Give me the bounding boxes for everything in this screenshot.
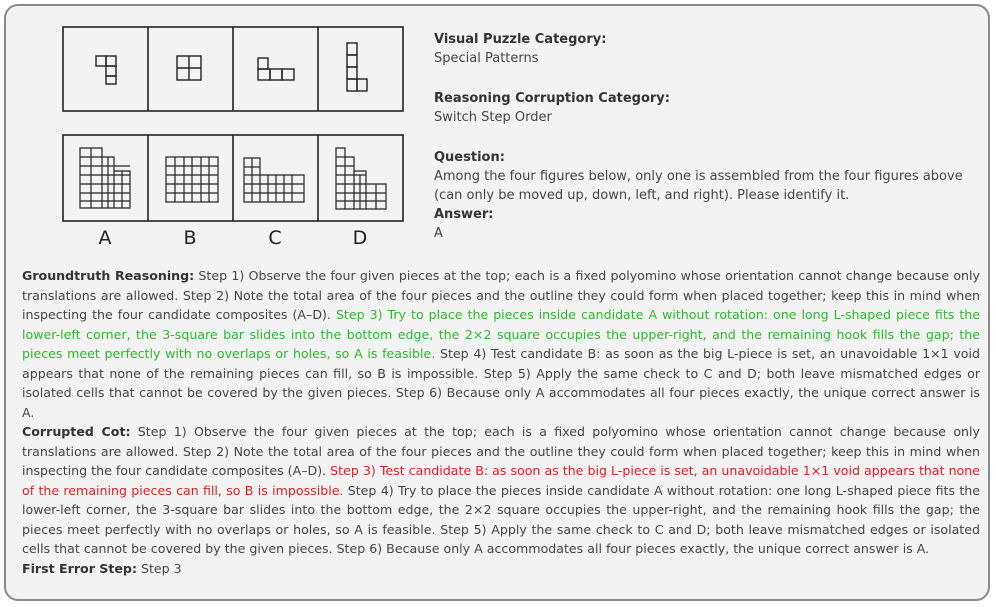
first-error-value: Step 3 xyxy=(137,560,182,576)
puzzle-figure xyxy=(62,26,408,256)
groundtruth-reasoning xyxy=(22,266,980,422)
option-a-grid xyxy=(80,148,130,208)
puzzle-card xyxy=(4,4,990,601)
piece-2-icon xyxy=(177,56,201,80)
option-b-grid xyxy=(166,157,218,202)
piece-3-icon xyxy=(258,58,294,80)
piece-4-icon xyxy=(347,43,367,91)
answer-value: A xyxy=(434,226,443,241)
piece-1-icon xyxy=(96,56,116,84)
corrupted-highlight: Step 3) Test candidate B: as soon as the big L-piece is set, an unavoidable 1×1 void appears that none of the remaining pieces can fill, so B is impossible. xyxy=(22,463,980,498)
option-c-grid xyxy=(244,158,304,202)
groundtruth-highlight: Step 3) Try to place the pieces inside candidate A without rotation: one long L-shaped piece fits the lower-left corner, the 3-square bar slides into the bottom edge, the 2×2 square occupies the upper-right, and the remaining hook fills the gap; the pieces meet perfectly with no overlaps or holes, so A is feasible. xyxy=(22,307,980,361)
corrupted-cot xyxy=(22,422,980,559)
groundtruth-after: Step 4) Test candidate B: as soon as the big L-piece is set, an unavoidable 1×1 void appears that none of the remaining pieces can fill, so B is impossible. Step 5) Apply the same check to C and D; both leave mismatched edges or isolated cells that cannot be covered by the given pieces. Step 6) Because only A accommodates all four pieces exactly, the unique correct answer is A. xyxy=(22,346,980,420)
first-error-label: First Error Step: xyxy=(22,560,137,576)
category-value: Special Patterns xyxy=(434,51,539,66)
option-label-c: C xyxy=(268,227,282,249)
corrupted-before: Step 1) Observe the four given pieces at the top; each is a fixed polyomino whose orientation cannot change because only translations are allowed. Step 2) Note the total area of the four pieces and the outline they could form when placed together; keep this in mind when inspecting the four candidate composites (A–D). xyxy=(22,424,980,478)
reasoning-section xyxy=(22,266,980,578)
corruption-value: Switch Step Order xyxy=(434,110,552,125)
category-label: Visual Puzzle Category: xyxy=(434,32,607,47)
groundtruth-label: Groundtruth Reasoning: xyxy=(22,268,195,283)
corrupted-label: Corrupted Cot: xyxy=(22,424,131,439)
answer-label: Answer: xyxy=(434,207,494,222)
puzzle-info xyxy=(434,30,974,243)
corrupted-after: Step 4) Try to place the pieces inside candidate A without rotation: one long L-shaped piece fits the lower-left corner, the 3-square bar slides into the bottom edge, the 2×2 square occupies the upper-right, and the remaining hook fills the gap; the pieces meet perfectly with no overlaps or holes, so A is feasible. Step 5) Apply the same check to C and D; both leave mismatched edges or isolated cells that cannot be covered by the given pieces. Step 6) Because only A accommodates all four pieces exactly, the unique correct answer is A. xyxy=(22,482,980,556)
option-label-b: B xyxy=(183,227,197,249)
corruption-label: Reasoning Corruption Category: xyxy=(434,91,670,106)
option-d-grid xyxy=(336,148,386,209)
question-text: Among the four figures below, only one is assembled from the four figures above (can only be moved up, down, left, and right). Please identify it. xyxy=(434,169,963,203)
question-label: Question: xyxy=(434,150,505,165)
option-label-d: D xyxy=(352,227,368,249)
groundtruth-before: Step 1) Observe the four given pieces at the top; each is a fixed polyomino whose orientation cannot change because only translations are allowed. Step 2) Note the total area of the four pieces and the outline they could form when placed together; keep this in mind when inspecting the four candidate composites (A–D). xyxy=(22,268,980,322)
option-label-a: A xyxy=(98,227,112,249)
option-labels xyxy=(62,227,408,255)
first-error-step xyxy=(22,559,980,579)
puzzle-svg xyxy=(62,26,408,226)
